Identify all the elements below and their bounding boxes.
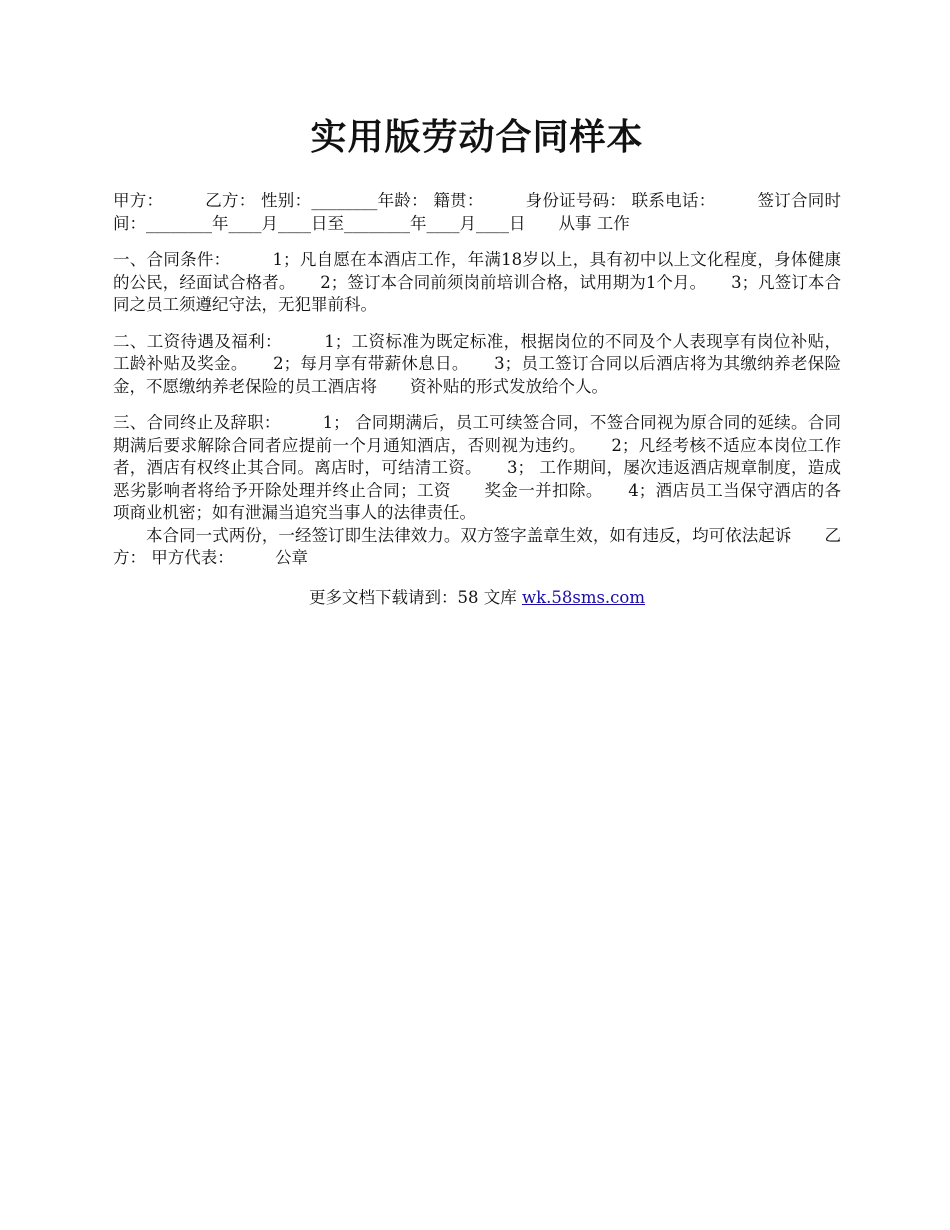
footer-text: 更多文档下载请到：58 文库: [308, 587, 522, 607]
document-page: [113, 108, 841, 610]
termination-paragraph: 三、合同终止及辞职： 1； 合同期满后，员工可续签合同，不签合同视为原合同的延续。合同期满后要求解除合同者应提前一个月通知酒店，否则视为违约。 2；凡经考核不适应本岗位工作者，酒店有权终止其合同。离店时，可结清工资。 3； 工作期间，屡次违返酒店规章制度，造成恶劣影响者将给予开除处理并终止合同；工资 奖金一并扣除。 4；酒店员工当保守酒店的各项商业机密；如有泄漏当追究当事人的法律责任。: [113, 413, 841, 522]
contract-conditions-paragraph: 一、合同条件： 1；凡自愿在本酒店工作，年满18岁以上，具有初中以上文化程度，身体健康的公民，经面试合格者。 2；签订本合同前须岗前培训合格，试用期为1个月。 3；凡签订本合同之员工须遵纪守法，无犯罪前科。: [113, 250, 841, 314]
party-info-paragraph: 甲方： 乙方： 性别：________年龄： 籍贯： 身份证号码： 联系电话： 签订合同时间：________年____月____日至________年____月____日 从事 工作: [113, 191, 841, 233]
footer-link[interactable]: wk.58sms.com: [521, 587, 645, 607]
download-footer: [113, 586, 841, 610]
closing-paragraph: 本合同一式两份，一经签订即生法律效力。双方签字盖章生效，如有违反，均可依法起诉 乙方： 甲方代表： 公章: [113, 525, 841, 567]
wages-benefits-paragraph: 二、工资待遇及福利： 1；工资标准为既定标准，根据岗位的不同及个人表现享有岗位补贴，工龄补贴及奖金。 2；每月享有带薪休息日。 3；员工签订合同以后酒店将为其缴纳养老保险金，不愿缴纳养老保险的员工酒店将 资补贴的形式发放给个人。: [113, 331, 841, 396]
document-title: 实用版劳动合同样本: [310, 116, 644, 158]
